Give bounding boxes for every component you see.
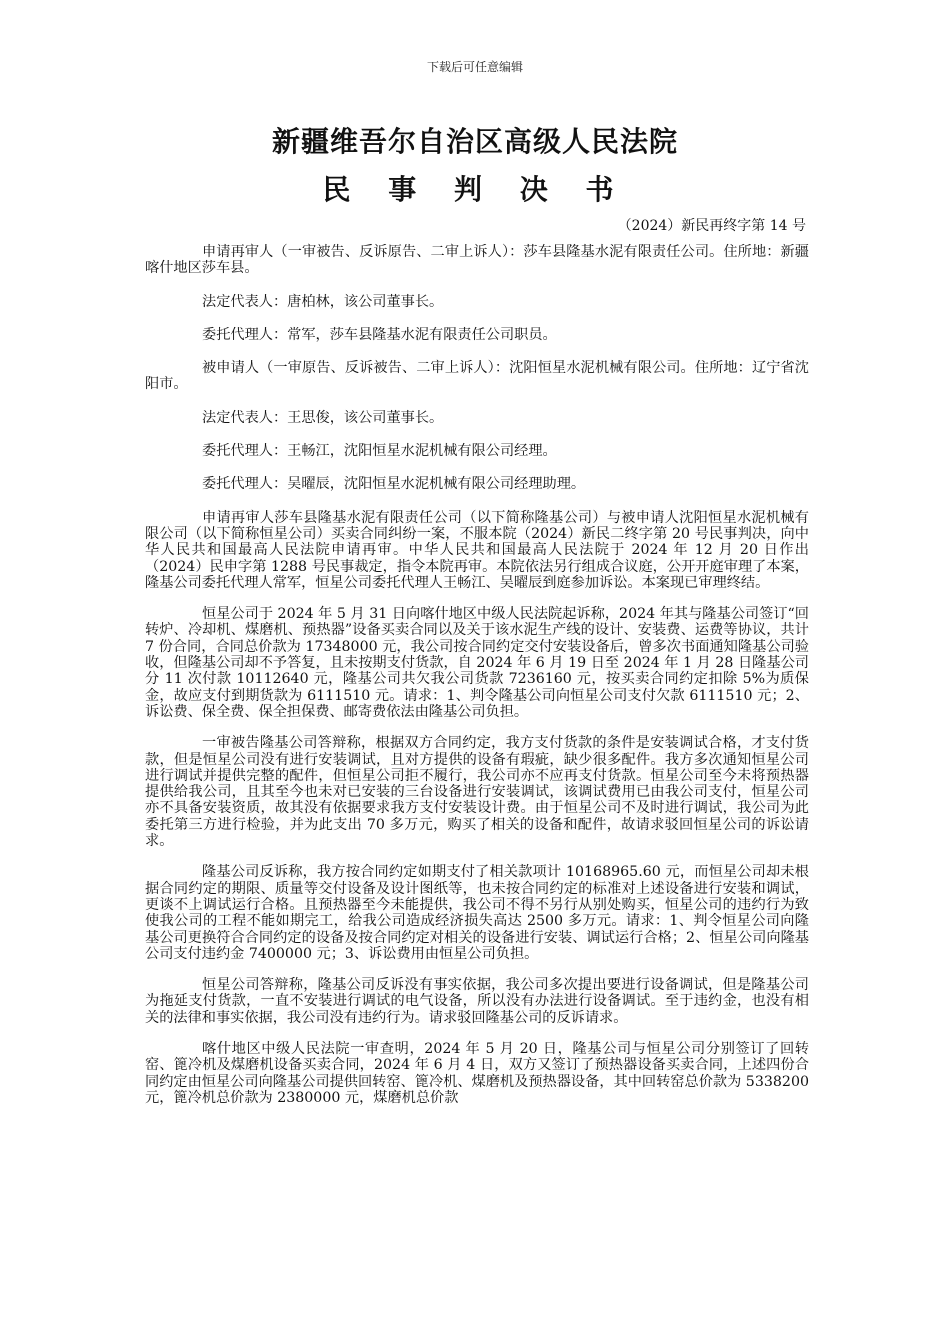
counterclaim-paragraph: 隆基公司反诉称，我方按合同约定如期支付了相关款项计 10168965.60 元，而恒星公司却未根据合同约定的期限、质量等交付设备及设计图纸等，也未按合同约定的标准对上述设备进行安装和调试，更谈不上调试运行合格。且预热器至今未能提供，我公司不得不另行从别处购买，恒星公司的违约行为致使我公司的工程不能如期完工，给我公司造成经济损失高达 2500 多万元。请求：1、判令恒星公司向隆基公司更换符合合同约定的设备及按合同约定对相关的设备进行安装、调试运行合格；2、恒星公司向隆基公司支付违约金 7400000 元；3、诉讼费用由恒星公司负担。 bbox=[145, 864, 809, 962]
case-background-paragraph: 申请再审人莎车县隆基水泥有限责任公司（以下简称隆基公司）与被申请人沈阳恒星水泥机械有限公司（以下简称恒星公司）买卖合同纠纷一案，不服本院（2024）新民二终字第 20 号民事判决，向中华人民共和国最高人民法院申请再审。中华人民共和国最高人民法院于 2024 年 12 月 20 日作出（2024）民申字第 1288 号民事裁定，指令本院再审。本院依法另行组成合议庭，公开开庭审理了本案，隆基公司委托代理人常军，恒星公司委托代理人王畅江、吴曜辰到庭参加诉讼。本案现已审理终结。 bbox=[145, 509, 809, 591]
court-name-title: 新疆维吾尔自治区高级人民法院 bbox=[271, 125, 678, 158]
party-respondent-agent-1: 委托代理人：王畅江，沈阳恒星水泥机械有限公司经理。 bbox=[202, 443, 557, 460]
first-instance-findings-paragraph: 喀什地区中级人民法院一审查明，2024 年 5 月 20 日，隆基公司与恒星公司分别签订了回转窑、篦冷机及煤磨机设备买卖合同，2024 年 6 月 4 日，双方又签订了预热器设备买卖合同，上述四份合同约定由恒星公司向隆基公司提供回转窑、篦冷机、煤磨机及预热器设备，其中回转窑总价款为 5338200 元，篦冷机总价款为 2380000 元，煤磨机总价款 bbox=[145, 1040, 809, 1106]
party-applicant-legal-rep: 法定代表人：唐柏林，该公司董事长。 bbox=[202, 293, 444, 310]
party-respondent-legal-rep: 法定代表人：王思俊，该公司董事长。 bbox=[202, 409, 444, 426]
counterclaim-defense-paragraph: 恒星公司答辩称，隆基公司反诉没有事实依据，我公司多次提出要进行设备调试，但是隆基公司为拖延支付货款，一直不安装进行调试的电气设备，所以没有办法进行设备调试。至于违约金，也没有相关的法律和事实依据，我公司没有违约行为。请求驳回隆基公司的反诉请求。 bbox=[145, 977, 809, 1026]
party-applicant-agent: 委托代理人：常军，莎车县隆基水泥有限责任公司职员。 bbox=[202, 326, 557, 343]
party-respondent: 被申请人（一审原告、反诉被告、二审上诉人）：沈阳恒星水泥机械有限公司。住所地：辽宁省沈阳市。 bbox=[145, 360, 809, 393]
case-number: （2024）新民再终字第 14 号 bbox=[617, 218, 806, 234]
download-edit-note: 下载后可任意编辑 bbox=[426, 60, 523, 74]
plaintiff-claim-paragraph: 恒星公司于 2024 年 5 月 31 日向喀什地区中级人民法院起诉称，2024 年其与隆基公司签订“回转炉、冷却机、煤磨机、预热器”设备买卖合同以及关于该水泥生产线的设计、安装费、运费等协议，共计 7 份合同，合同总价款为 17348000 元，我公司按合同约定交付安装设备后，曾多次书面通知隆基公司验收，但隆基公司却不予答复，且未按期支付货款，自 2024 年 6 月 19 日至 2024 年 1 月 28 日隆基公司分 11 次付款 10112640 元，隆基公司共欠我公司货款 7236160 元，按买卖合同约定扣除 5%为质保金，故应支付到期货款为 6111510 元。请求：1、判令隆基公司向恒星公司支付欠款 6111510 元；2、诉讼费、保全费、保全担保费、邮寄费依法由隆基公司负担。 bbox=[145, 606, 809, 720]
document-type-title: 民 事 判 决 书 bbox=[322, 173, 628, 206]
judgment-body bbox=[145, 244, 809, 1121]
party-applicant: 申请再审人（一审被告、反诉原告、二审上诉人）：莎车县隆基水泥有限责任公司。住所地：新疆喀什地区莎车县。 bbox=[145, 244, 809, 277]
defendant-defense-paragraph: 一审被告隆基公司答辩称，根据双方合同约定，我方支付货款的条件是安装调试合格，才支付货款，但是恒星公司没有进行安装调试，且对方提供的设备有瑕疵，缺少很多配件。我方多次通知恒星公司进行调试并提供完整的配件，但恒星公司拒不履行，我公司亦不应再支付货款。恒星公司至今未将预热器提供给我公司，且其至今也未对已安装的三台设备进行安装调试，该调试费用已由我公司支付，恒星公司亦不具备安装资质，故其没有依据要求我方支付安装设计费。由于恒星公司不及时进行调试，我公司为此委托第三方进行检验，并为此支出 70 多万元，购买了相关的设备和配件，故请求驳回恒星公司的诉讼请求。 bbox=[145, 735, 809, 850]
party-respondent-agent-2: 委托代理人：吴曜辰，沈阳恒星水泥机械有限公司经理助理。 bbox=[202, 476, 586, 493]
